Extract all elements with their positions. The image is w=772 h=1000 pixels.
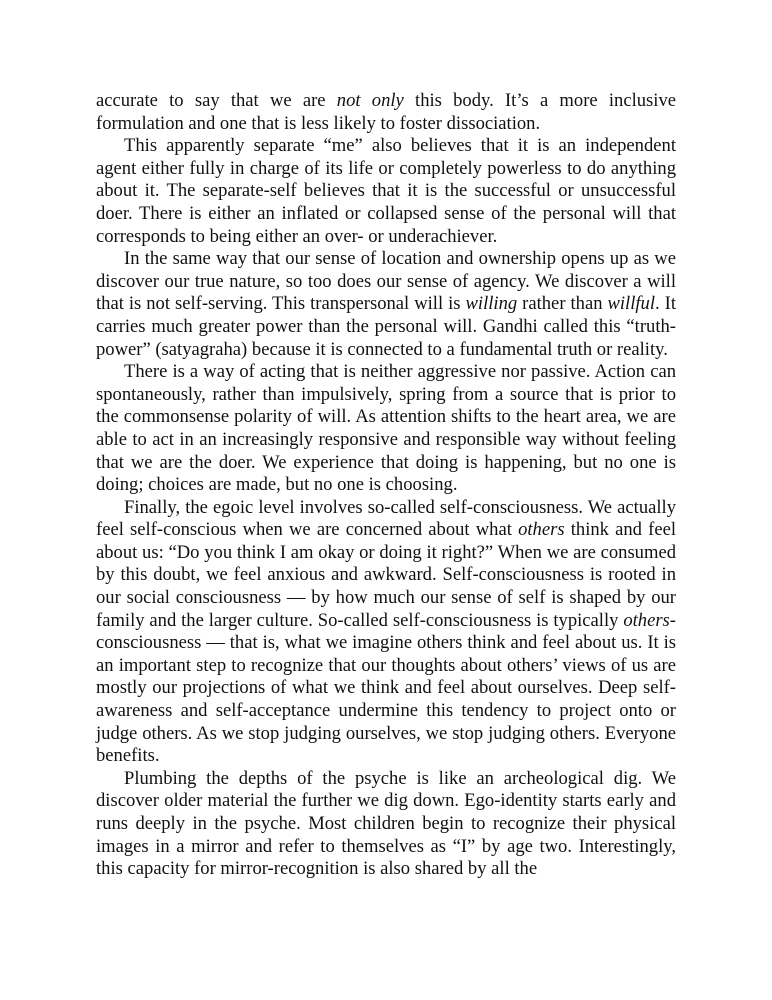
italic-segment: not only: [336, 90, 404, 111]
text-segment: In the same way that our sense of location and ownership opens up as we discover our true nature, so too does our sense of agency. We discover a will that is not self-serving. This transpersonal will is: [96, 248, 676, 315]
paragraph-5: [96, 497, 676, 768]
text-segment: this body. It’s a more inclusive formulation and one that is less likely to foster dissociation.: [96, 90, 676, 134]
paragraph-6: [96, 768, 676, 881]
text-segment: rather than: [517, 293, 608, 315]
text-segment: This apparently separate “me” also believes that it is an independent agent either fully in charge of its life or completely powerless to do anything about it. The separate-self believes that it is the successful or unsuccessful doer. There is either an inflated or collapsed sense of the personal will that corresponds to being either an over- or underachiever.: [96, 135, 676, 247]
text-segment: There is a way of acting that is neither aggressive nor passive. Action can spontaneously, rather than impulsively, spring from a source that is prior to the commonsense polarity of will. As attention shifts to the heart area, we are able to act in an increasingly responsive and responsible way without feeling that we are the doer. We experience that doing is happening, but no one is doing; choices are made, but no one is choosing.: [96, 361, 676, 496]
text-segment: Finally, the egoic level involves so-called self-consciousness. We actually feel self-conscious when we are concerned about what: [96, 496, 676, 541]
paragraph-3: [96, 248, 676, 361]
paragraph-1: [96, 90, 676, 135]
text-segment: . It carries much greater power than the personal will. Gandhi called this “truth-power” (satyagraha) because it is connected to a fundamental truth or reality.: [96, 293, 677, 360]
text-segment: -consciousness — that is, what we imagine others think and feel about us. It is an important step to recognize that our thoughts about others’ views of us are mostly our projections of what we think and feel about ourselves. Deep self-awareness and self-acceptance undermine this tendency to project onto or judge others. As we stop judging ourselves, we stop judging others. Everyone benefits.: [96, 609, 676, 767]
italic-segment: willing: [465, 293, 518, 315]
paragraph-4: [96, 361, 676, 497]
italic-segment: willful: [607, 293, 656, 315]
text-segment: think and feel about us: “Do you think I am okay or doing it right?” When we are consumed by this doubt, we feel anxious and awkward. Self-consciousness is rooted in our social consciousness — by how much our sense of self is shaped by our family and the larger culture. So-called self-consciousness is typically: [96, 519, 676, 631]
paragraph-2: [96, 135, 676, 248]
italic-segment: others: [623, 609, 670, 631]
book-page: [96, 90, 676, 881]
text-segment: accurate to say that we are: [96, 90, 337, 111]
text-segment: Plumbing the depths of the psyche is like an archeological dig. We discover older material the further we dig down. Ego-identity starts early and runs deeply in the psyche. Most children begin to recognize their physical images in a mirror and refer to themselves as “I” by age two. Interestingly, this capacity for mirror-recognition is also shared by all the: [96, 767, 676, 880]
italic-segment: others: [518, 519, 565, 541]
